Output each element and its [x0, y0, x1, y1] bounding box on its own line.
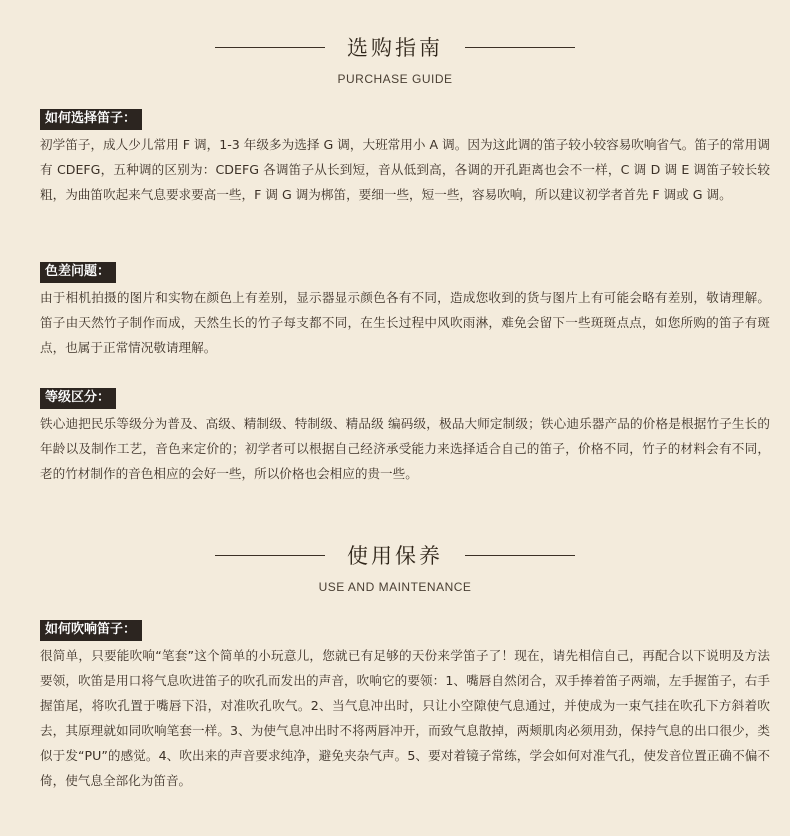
- purchase-guide-title: 选购指南: [347, 36, 443, 60]
- choose-flute-section: [40, 107, 770, 207]
- play-flute-section: [40, 618, 770, 793]
- play-flute-text: 很简单，只要能吹响“笔套”这个简单的小玩意儿，您就已有足够的天份来学笛子了！现在，请先相信自己，再配合以下说明及方法要领，吹笛是用口将气息吹进笛子的吹孔而发出的声音，吹响它的要领：1、嘴唇自然闭合，双手捧着笛子两端，左手握笛子，右手握笛尾，将吹孔置于嘴唇下沿，对准吹孔吹气。2、当气息冲出时，只让小空隙使气息通过，并使成为一束气挂在吹孔下方斜着吹去，其原理就如同吹响笔套一样。3、为使气息冲出时不将两唇冲开，而致气息散掉，两颊肌肉必须用劲，保持气息的出口很少，类似于发“PU”的感觉。4、吹出来的声音要求纯净，避免夹杂气声。5、要对着镜子常练，学会如何对准气孔，使发音位置正确不偏不倚，使气息全部化为笛音。: [40, 648, 770, 788]
- grade-text: 铁心迪把民乐等级分为普及、高级、精制级、特制级、精品级 编码级，极品大师定制级；铁心迪乐器产品的价格是根据竹子生长的年龄以及制作工艺，音色来定价的；初学者可以根据自己经济承受能力来选择适合自己的笛子，价格不同，竹子的材料会有不同，老的竹材制作的音色相应的会好一些，所以价格也会相应的贵一些。: [40, 416, 770, 481]
- color-difference-text: 由于相机拍摄的图片和实物在颜色上有差别，显示器显示颜色各有不同，造成您收到的货与图片上有可能会略有差别，敬请理解。笛子由天然竹子制作而成，天然生长的竹子每支都不同，在生长过程中风吹雨淋，难免会留下一些斑斑点点，如您所购的笛子有斑点，也属于正常情况敬请理解。: [40, 290, 770, 355]
- maintenance-title: 使用保养: [347, 544, 443, 568]
- purchase-guide-header: [0, 32, 790, 86]
- choose-flute-text: 初学笛子，成人少儿常用 F 调，1-3 年级多为选择 G 调，大班常用小 A 调。因为这此调的笛子较小较容易吹响省气。笛子的常用调有 CDEFG，五种调的区别为：CDEFG 各调笛子从长到短，音从低到高，各调的开孔距离也会不一样，C 调 D 调 E 调笛子较长较粗，为曲笛吹起来气息要求要高一些，F 调 G 调为梆笛，要细一些，短一些，容易吹响，所以建议初学者首先 F 调或 G 调。: [40, 137, 770, 202]
- maintenance-title-row: [0, 540, 790, 570]
- divider-line: [215, 47, 325, 48]
- purchase-guide-subtitle: PURCHASE GUIDE: [337, 72, 453, 86]
- color-difference-label: 色差问题：: [40, 262, 116, 283]
- maintenance-subtitle: USE AND MAINTENANCE: [318, 580, 472, 594]
- play-flute-label: 如何吹响笛子：: [40, 620, 142, 641]
- divider-line: [215, 555, 325, 556]
- maintenance-header: [0, 540, 790, 594]
- divider-line: [465, 47, 575, 48]
- purchase-guide-title-row: [0, 32, 790, 62]
- grade-section: [40, 386, 770, 486]
- divider-line: [465, 555, 575, 556]
- color-difference-section: [40, 260, 770, 360]
- grade-label: 等级区分：: [40, 388, 116, 409]
- choose-flute-label: 如何选择笛子：: [40, 109, 142, 130]
